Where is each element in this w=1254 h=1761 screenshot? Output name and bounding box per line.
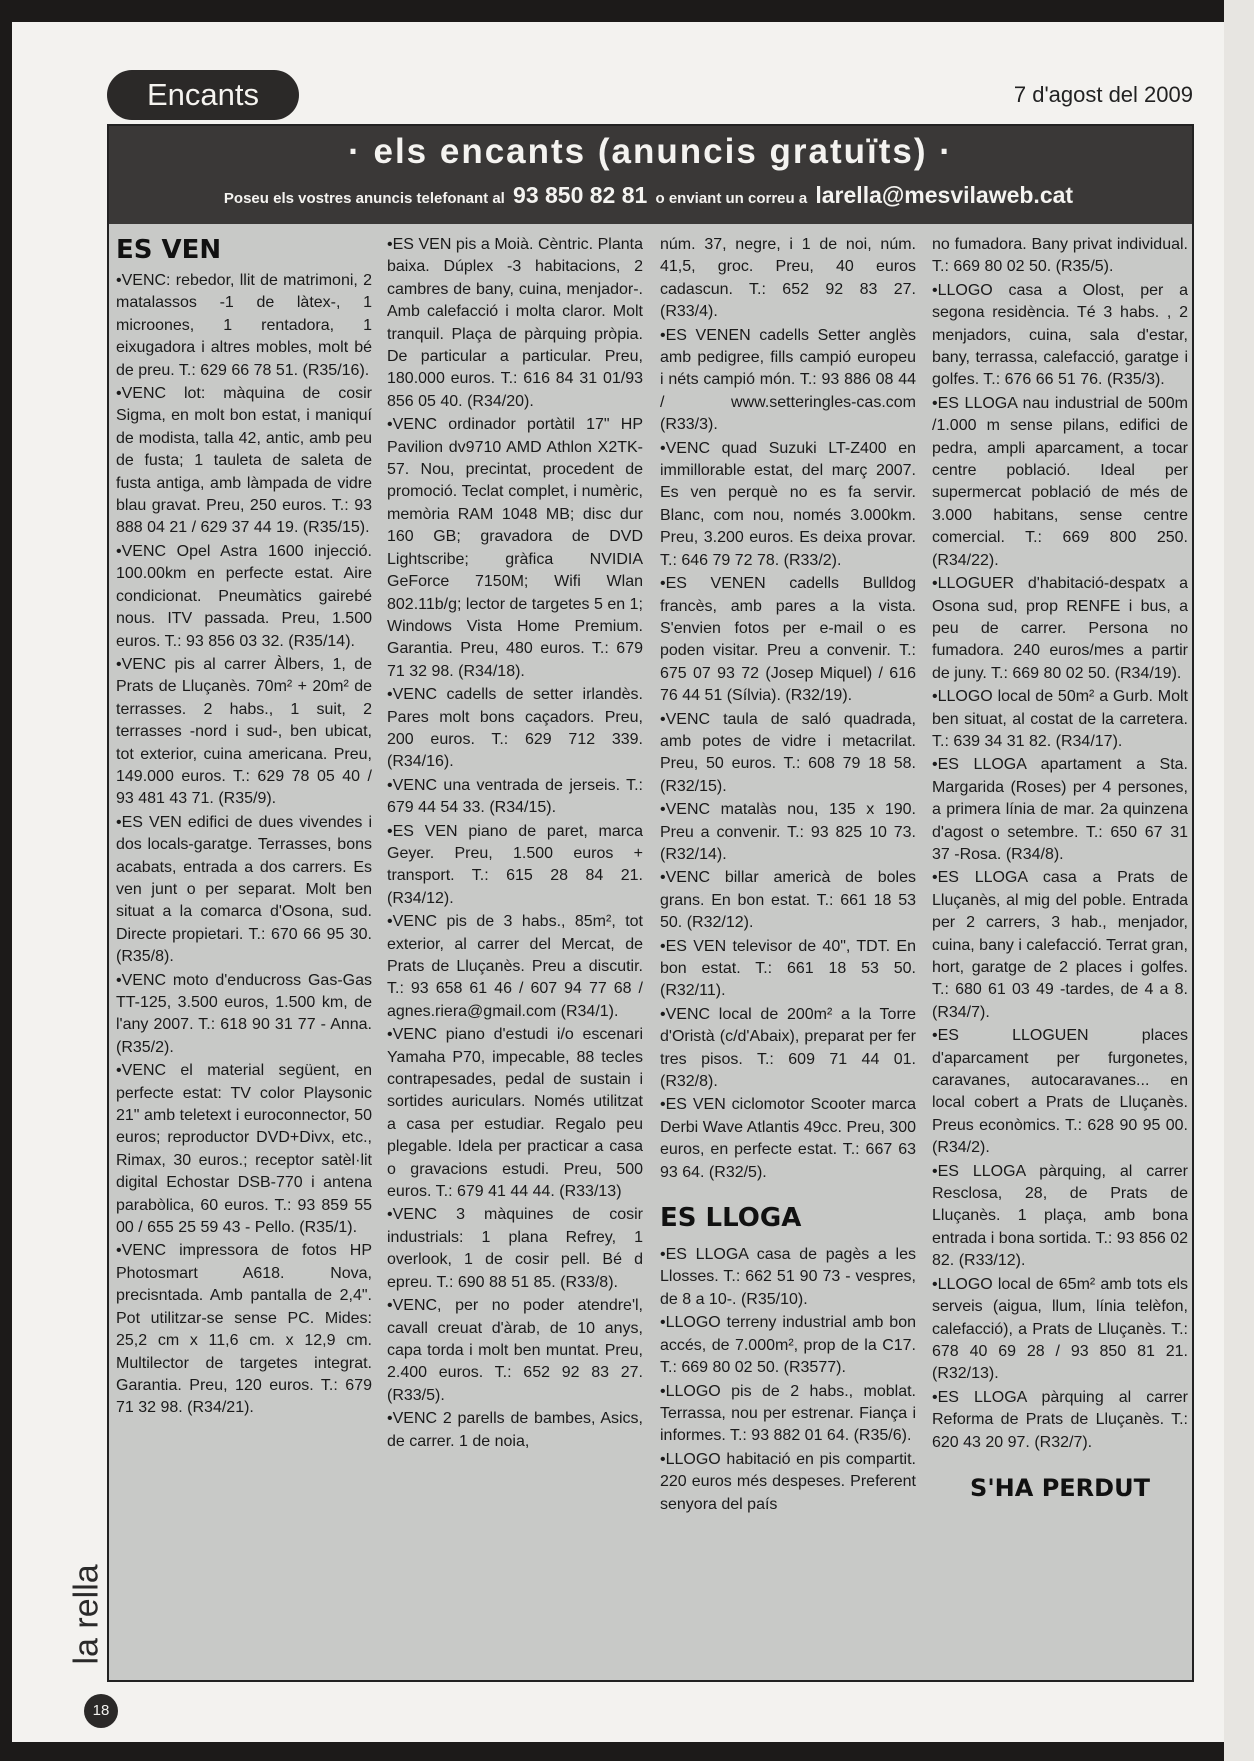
banner-sub-middle: o enviant un correu a: [655, 190, 808, 207]
classified-ad: •ES VENEN cadells Setter anglès amb pedigree, fills campió europeu i néts campió món. T.: 93 886 08 44 / www.setteringles-cas.com (R33/3).: [660, 326, 916, 434]
section-label: Encants: [107, 70, 299, 120]
classified-ad: •ES LLOGA pàrquing al carrer Reforma de Prats de Lluçanès. T.: 620 43 20 97. (R32/7).: [932, 1388, 1188, 1451]
column-4: [932, 234, 1188, 1670]
ad-list: [116, 270, 372, 1420]
classified-ad: •LLOGO casa a Olost, per a segona residència. Té 3 habs. , 2 menjadors, cuina, sala d'estar, bany, terrassa, calefacció, garatge i golfes. T.: 676 66 51 76. (R35/3).: [932, 281, 1188, 389]
ad-list: [660, 234, 916, 1184]
classified-ad: •ES VEN piano de paret, marca Geyer. Preu, 1.500 euros + transport. T.: 615 28 84 21. (R34/12).: [387, 822, 643, 907]
classified-ad: •LLOGO local de 50m² a Gurb. Molt ben situat, al costat de la carretera. T.: 639 34 31 82. (R34/17).: [932, 688, 1188, 750]
ad-list: [660, 1244, 916, 1516]
classified-ad: •LLOGO pis de 2 habs., moblat. Terrassa, nou per estrenar. Fiança i informes. T.: 93 882 01 64. (R35/6).: [660, 1382, 916, 1445]
ad-list: [387, 234, 643, 1453]
classified-ad: •VENC ordinador portàtil 17" HP Pavilion dv9710 AMD Athlon X2TK-57. Nou, precintat, procedent de promoció. Teclat complet, i numèric, memòria RAM 1048 MB; disc dur 160 GB; gravadora de DVD Lightscribe; gràfica NVIDIA GeForce 7150M; Wifi Wlan 802.11b/g; lector de targetes 5 en 1; Windows Vista Home Premium. Garantia. Preu, 480 euros. T.: 679 71 32 98. (R34/18).: [387, 416, 643, 680]
classified-ad: •VENC local de 200m² a la Torre d'Oristà (c/d'Abaix), preparat per fer tres pisos. T.: 609 71 44 01. (R32/8).: [660, 1005, 916, 1091]
classified-ad: •VENC cadells de setter irlandès. Pares molt bons caçadors. Preu, 200 euros. T.: 629 712 339. (R34/16).: [387, 686, 643, 771]
classified-ad: •VENC el material següent, en perfecte estat: TV color Playsonic 21" amb teletext i euroconnector, 50 euros; reproductor DVD+Divx, etc., Rimax, 30 euros.; receptor satèl·lit digital Echostar DSB-770 i antena parabòlica, 60 euros. T.: 93 859 55 00 / 655 25 59 43 - Pello. (R35/1).: [116, 1062, 372, 1237]
classified-ad: •VENC billar americà de boles grans. En bon estat. T.: 661 18 53 50. (R32/12).: [660, 869, 916, 932]
banner-title: · els encants (anuncis gratuïts) ·: [348, 132, 953, 171]
classified-ad: •VENC lot: màquina de cosir Sigma, en molt bon estat, i maniquí de modista, talla 42, antic, amb peu de fusta; 1 tauleta de saleta de fusta antiga, amb làmpada de vidre blau gravat. Preu, 250 euros. T.: 93 888 04 21 / 629 37 44 19. (R35/15).: [116, 385, 372, 537]
classified-ad: •VENC impressora de fotos HP Photosmart A618. Nova, precisntada. Amb pantalla de 2,4". Pot utilitzar-se sense PC. Mides: 25,2 cm x 11,6 cm. x 12,9 cm. Multilector de targetes integrat. Garantia. Preu, 120 euros. T.: 679 71 32 98. (R34/21).: [116, 1242, 372, 1417]
page-number: 18: [84, 1694, 118, 1728]
classified-ad: •VENC una ventrada de jerseis. T.: 679 44 54 33. (R34/15).: [387, 776, 643, 817]
classified-ad: •LLOGO local de 65m² amb tots els serveis (aigua, llum, línia telèfon, calefacció), a Prats de Lluçanès. T.: 678 40 69 28 / 93 850 81 21. (R32/13).: [932, 1275, 1188, 1383]
brand-spine: [62, 1500, 112, 1670]
classified-ad: •VENC pis de 3 habs., 85m², tot exterior, al carrer del Mercat, de Prats de Lluçanès. Preu a discutir. T.: 93 658 61 46 / 607 94 77 68 / agnes.riera@gmail.com (R34/1).: [387, 913, 643, 1020]
classified-ad: •VENC, per no poder atendre'l, cavall creuat d'àrab, de 10 anys, capa torda i molt ben muntat. Preu, 2.400 euros. T.: 652 92 83 27. (R33/5).: [387, 1297, 643, 1404]
heading-es-lloga: ES LLOGA: [660, 1203, 802, 1234]
heading-sha-perdut: S'HA PERDUT: [970, 1473, 1150, 1502]
ad-columns: [109, 234, 1192, 1670]
classified-ad: •VENC quad Suzuki LT-Z400 en immillorable estat, del març 2007. Es ven perquè no es fa servir. Blanc, com nou, només 3.000km. Preu, 3.200 euros. Es deixa provar. T.: 646 79 72 78. (R33/2).: [660, 439, 916, 569]
classified-ad: •ES LLOGA casa de pagès a les Llosses. T.: 662 51 90 73 - vespres, de 8 a 10-. (R35/10).: [660, 1246, 916, 1308]
column-1: [116, 234, 372, 1670]
issue-date: 7 d'agost del 2009: [1013, 82, 1193, 107]
classified-ad: •VENC matalàs nou, 135 x 190. Preu a convenir. T.: 93 825 10 73. (R32/14).: [660, 801, 916, 863]
banner-subtitle: [109, 182, 1192, 209]
column-2: [387, 234, 643, 1670]
classified-ad: •ES LLOGA pàrquing, al carrer Resclosa, 28, de Prats de Lluçanès. 1 plaça, amb bona entrada i bona sortida. T.: 93 856 02 82. (R33/12).: [932, 1162, 1188, 1270]
page-edge: [1224, 0, 1254, 1761]
brand-name: la rella: [67, 1564, 106, 1665]
classified-ad: •ES LLOGUEN places d'aparcament per furgonetes, caravanes, autocaravanes... en local cobert a Prats de Lluçanès. Preus econòmics. T.: 628 90 95 00. (R34/2).: [932, 1027, 1188, 1157]
classifieds-banner: [109, 126, 1192, 224]
classified-ad: •VENC 3 màquines de cosir industrials: 1 plana Refrey, 1 overlook, 1 de cosir pell. Bé d epreu. T.: 690 88 51 85. (R33/8).: [387, 1206, 643, 1291]
classified-ad: •ES LLOGA nau industrial de 500m /1.000 m sense pilans, edifici de pedra, ampli aparcament, a tocar centre població. Ideal per supermercat població de més de 3.000 habitans, sense centre comercial. T.: 669 800 250. (R34/22).: [932, 394, 1188, 569]
classified-ad: •VENC: rebedor, llit de matrimoni, 2 matalassos -1 de làtex-, 1 microones, 1 rentadora, 1 eixugadora i altres mobles, molt bé de preu. T.: 629 66 78 51. (R35/16).: [116, 272, 372, 379]
classified-ad: •VENC moto d'enducross Gas-Gas TT-125, 3.500 euros, 1.500 km, de l'any 2007. T.: 618 90 31 77 - Anna. (R35/2).: [116, 971, 372, 1056]
classified-ad: •VENC pis al carrer Àlbers, 1, de Prats de Lluçanès. 70m² + 20m² de terrasses. 2 habs., 1 suit, 2 terrasses -nord i sud-, ben ubicat, tot exterior, cuina americana. Preu, 149.000 euros. T.: 629 78 05 40 / 93 481 43 71. (R35/9).: [116, 655, 372, 808]
classified-ad: •ES VEN pis a Moià. Cèntric. Planta baixa. Dúplex -3 habitacions, 2 cambres de bany, cuina, menjador-. Amb calefacció i molta claror. Molt tranquil. Plaça de pàrquing pròpia. De particular a particular. Preu, 180.000 euros. T.: 616 84 31 01/93 856 05 40. (R34/20).: [387, 236, 643, 410]
classified-ad: •ES VEN edifici de dues vivendes i dos locals-garatge. Terrasses, bons acabats, entrada a dos carrers. Es ven junt o per separat. Molt ben situat a la comarca d'Osona, sud. Directe propietari. T.: 670 66 95 30. (R35/8).: [116, 813, 372, 966]
banner-sub-prefix: Poseu els vostres anuncis telefonant al: [223, 190, 505, 207]
classified-ad: •VENC Opel Astra 1600 injecció. 100.00km en perfecte estat. Aire condicionat. Pneumàtics gairebé nous. ITV passada. Preu, 1.500 euros. T.: 93 856 03 32. (R35/14).: [116, 542, 372, 650]
classified-ad: •ES VEN ciclomotor Scooter marca Derbi Wave Atlantis 49cc. Preu, 300 euros, en perfecte estat. T.: 667 63 93 64. (R32/5).: [660, 1096, 916, 1181]
classifieds-box: [107, 124, 1194, 1682]
ad-list: [932, 234, 1188, 1454]
classified-ad: •ES VENEN cadells Bulldog francès, amb pares a la vista. S'envien fotos per e-mail o es poden visitar. Preu a convenir. T.: 675 07 93 72 (Josep Miquel) / 616 76 44 51 (Sílvia). (R32/19).: [660, 575, 916, 705]
classified-ad: •VENC 2 parells de bambes, Asics, de carrer. 1 de noia,: [387, 1410, 643, 1450]
column-3: [660, 234, 916, 1670]
banner-phone: 93 850 82 81: [513, 182, 648, 208]
classified-ad: no fumadora. Bany privat individual. T.: 669 80 02 50. (R35/5).: [932, 236, 1188, 276]
classified-ad: •LLOGUER d'habitació-despatx a Osona sud, prop RENFE i bus, a peu de carrer. Persona no fumadora. 240 euros/mes a partir de juny. T.: 669 80 02 50. (R34/19).: [932, 575, 1188, 682]
classified-ad: núm. 37, negre, i 1 de noi, núm. 41,5, groc. Preu, 40 euros cadascun. T.: 652 92 83 27. (R33/4).: [660, 236, 916, 321]
classified-ad: •VENC piano d'estudi i/o escenari Yamaha P70, impecable, 88 tecles contrapesades, pedal de sustain i sortides auriculars. Només utilitzat a casa per estudiar. Regalo peu plegable. Idela per practicar a casa o gravacions estudi. Preu, 500 euros. T.: 679 41 44 44. (R33/13): [387, 1026, 643, 1201]
classified-ad: •LLOGO terreny industrial amb bon accés, de 7.000m², prop de la C17. T.: 669 80 02 50. (R3577).: [660, 1314, 916, 1377]
classified-ad: •VENC taula de saló quadrada, amb potes de vidre i metacrilat. Preu, 50 euros. T.: 608 79 18 58. (R32/15).: [660, 710, 916, 795]
classified-ad: •ES VEN televisor de 40", TDT. En bon estat. T.: 661 18 53 50. (R32/11).: [660, 937, 916, 1000]
classified-ad: •LLOGO habitació en pis compartit. 220 euros més despeses. Preferent senyora del país: [660, 1450, 916, 1513]
classified-ad: •ES LLOGA apartament a Sta. Margarida (Roses) per 4 persones, a primera línia de mar. 2a quinzena d'agost o setembre. T.: 650 67 31 37 -Rosa. (R34/8).: [932, 756, 1188, 863]
heading-es-ven: ES VEN: [116, 235, 222, 265]
classified-ad: •ES LLOGA casa a Prats de Lluçanès, al mig del poble. Entrada per 2 carrers, 3 hab., menjador, cuina, bany i calefacció. Terrat gran, hort, garatge de 2 places i golfes. T.: 680 61 03 49 -tardes, de 4 a 8. (R34/7).: [932, 869, 1188, 1021]
banner-email: larella@mesvilaweb.cat: [815, 182, 1074, 208]
